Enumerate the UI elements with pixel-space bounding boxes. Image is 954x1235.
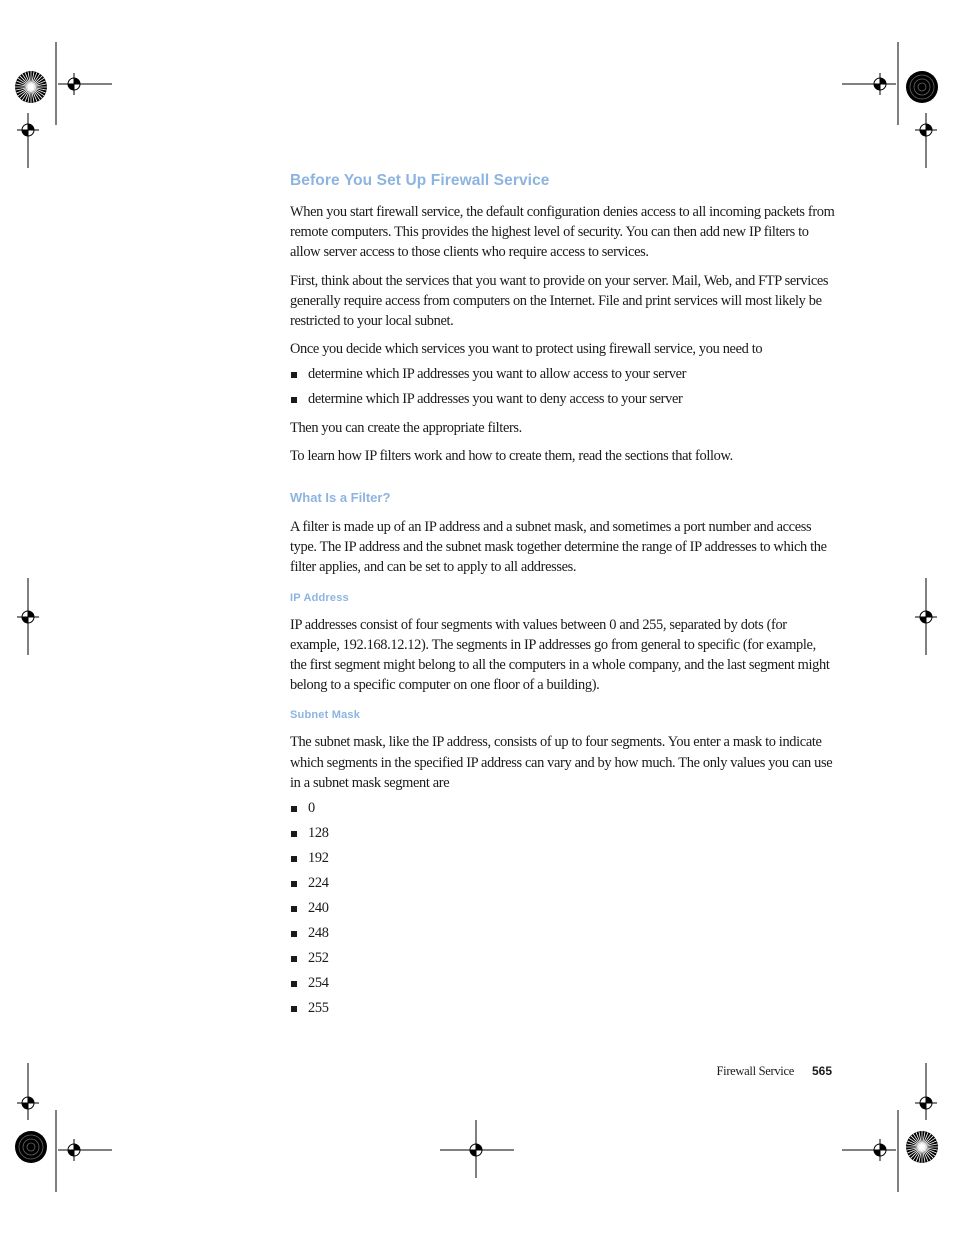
bullet-square-icon bbox=[291, 1006, 297, 1012]
intro-paragraph: When you start firewall service, the default configuration denies access to all incoming packets from remote computers. This provides the highest level of security. You can then add new IP filters to allow server access to those clients who require access to services. bbox=[290, 204, 835, 261]
page-footer bbox=[717, 1064, 833, 1079]
list-item: 254 bbox=[290, 973, 835, 993]
list-item: 252 bbox=[290, 948, 835, 968]
bullet-square-icon bbox=[291, 931, 297, 937]
bullet-square-icon bbox=[291, 372, 297, 378]
learn-paragraph: To learn how IP filters work and how to create them, read the sections that follow. bbox=[290, 447, 733, 464]
filter-heading: What Is a Filter? bbox=[290, 490, 391, 506]
list-item: 192 bbox=[290, 848, 835, 868]
bullet-square-icon bbox=[291, 956, 297, 962]
list-item: 248 bbox=[290, 923, 835, 943]
subnet-mask-heading: Subnet Mask bbox=[290, 709, 361, 722]
bullet-square-icon bbox=[291, 831, 297, 837]
mask-values-list bbox=[290, 798, 835, 1018]
bullet-square-icon bbox=[291, 981, 297, 987]
bullet-square-icon bbox=[291, 397, 297, 403]
services-paragraph: First, think about the services that you want to provide on your server. Mail, Web, and FTP services generally require access from computers on the Internet. File and print services will most likely be restricted to your local subnet. bbox=[290, 272, 829, 330]
decide-paragraph: Once you decide which services you want to protect using firewall service, you need to bbox=[290, 341, 763, 358]
subnet-mask-paragraph: The subnet mask, like the IP address, consists of up to four segments. You enter a mask to indicate which segments in the specified IP address can vary and by how much. The only values you can use in a subnet mask segment are bbox=[290, 734, 833, 791]
page-content bbox=[290, 172, 835, 1026]
ip-address-heading: IP Address bbox=[290, 591, 349, 604]
list-item: 128 bbox=[290, 823, 835, 843]
bullet-square-icon bbox=[291, 906, 297, 912]
list-item: 0 bbox=[290, 798, 835, 818]
list-item: determine which IP addresses you want to deny access to your server bbox=[290, 389, 835, 409]
ip-address-paragraph: IP addresses consist of four segments with values between 0 and 255, separated by dots (for example, 192.168.12.12). The segments in IP addresses go from general to specific (for example, the first segment might belong to all the computers in a whole company, and the last segment might belong to a specific computer on one floor of a building). bbox=[290, 616, 830, 694]
bullet-square-icon bbox=[291, 881, 297, 887]
bullet-square-icon bbox=[291, 806, 297, 812]
filter-paragraph: A filter is made up of an IP address and a subnet mask, and sometimes a port number and access type. The IP address and the subnet mask together determine the range of IP addresses to which the filter applies, and can be set to apply to all addresses. bbox=[290, 519, 827, 576]
list-item: 224 bbox=[290, 873, 835, 893]
access-bullet-list bbox=[290, 364, 835, 409]
bullet-square-icon bbox=[291, 856, 297, 862]
list-item: 240 bbox=[290, 898, 835, 918]
footer-chapter-name: Firewall Service bbox=[716, 1064, 794, 1078]
list-item: determine which IP addresses you want to allow access to your server bbox=[290, 364, 835, 384]
page-number: 565 bbox=[811, 1064, 832, 1078]
filters-paragraph: Then you can create the appropriate filters. bbox=[290, 419, 522, 436]
list-item: 255 bbox=[290, 998, 835, 1018]
section-heading: Before You Set Up Firewall Service bbox=[290, 172, 550, 189]
